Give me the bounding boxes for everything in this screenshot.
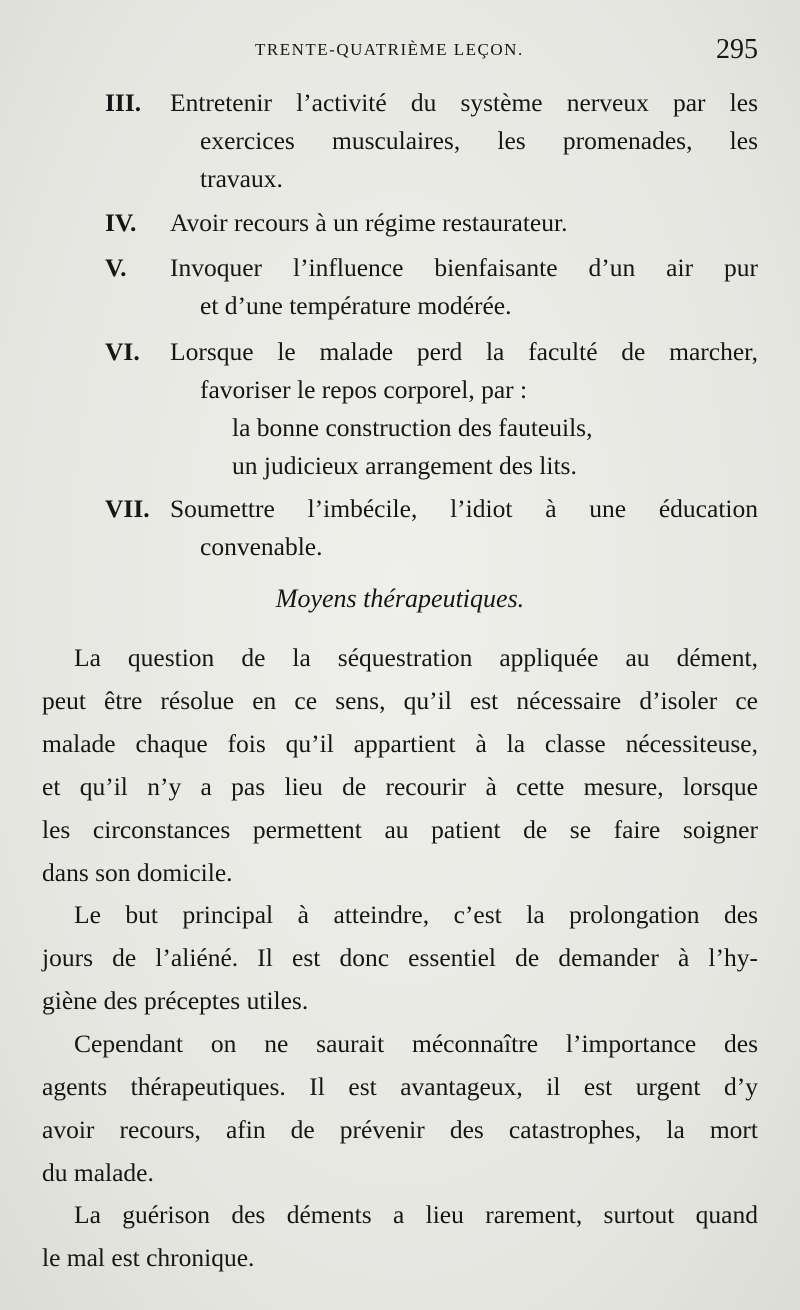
text-line: Cependant on ne saurait méconnaître l’importance des xyxy=(74,1029,758,1058)
page-header xyxy=(0,34,800,74)
item-number: VII. xyxy=(105,494,150,523)
paragraph-3 xyxy=(42,1022,758,1194)
paragraph-4 xyxy=(42,1193,758,1279)
text-line: dans son domicile. xyxy=(42,858,233,887)
item-line: favoriser le repos corporel, par : xyxy=(200,375,528,404)
text-line: avoir recours, afin de prévenir des catastrophes, la mort xyxy=(42,1115,758,1144)
section-title: Moyens thérapeutiques. xyxy=(275,584,525,613)
item-line: travaux. xyxy=(200,164,283,193)
item-line: Avoir recours à un régime restaurateur. xyxy=(170,208,568,237)
item-line: Invoquer l’influence bienfaisante d’un air pur xyxy=(170,253,758,282)
item-line: Soumettre l’imbécile, l’idiot à une éducation xyxy=(170,494,758,523)
text-line: Le but principal à atteindre, c’est la prolongation des xyxy=(74,900,758,929)
item-line: Lorsque le malade perd la faculté de marcher, xyxy=(170,337,758,366)
page-number: 295 xyxy=(716,34,758,65)
text-line: La question de la séquestration appliquée au dément, xyxy=(74,643,758,672)
text-line: jours de l’aliéné. Il est donc essentiel de demander à l’hy- xyxy=(42,943,758,972)
text-line: peut être résolue en ce sens, qu’il est nécessaire d’isoler ce xyxy=(42,686,758,715)
item-line: exercices musculaires, les promenades, les xyxy=(200,126,758,155)
item-line: la bonne construction des fauteuils, xyxy=(232,413,593,442)
item-line: et d’une température modérée. xyxy=(200,291,512,320)
text-line: et qu’il n’y a pas lieu de recourir à cette mesure, lorsque xyxy=(42,772,758,801)
item-line: Entretenir l’activité du système nerveux par les xyxy=(170,88,758,117)
text-line: malade chaque fois qu’il appartient à la classe nécessiteuse, xyxy=(42,729,758,758)
paragraph-2 xyxy=(42,893,758,1022)
item-number: V. xyxy=(105,253,127,282)
text-line: le mal est chronique. xyxy=(42,1243,255,1272)
text-line: agents thérapeutiques. Il est avantageux, il est urgent d’y xyxy=(42,1072,758,1101)
item-line: convenable. xyxy=(200,532,323,561)
running-title: TRENTE-QUATRIÈME LEÇON. xyxy=(255,40,524,59)
text-line: du malade. xyxy=(42,1158,154,1187)
item-line: un judicieux arrangement des lits. xyxy=(232,451,577,480)
item-number: VI. xyxy=(105,337,140,366)
paragraph-1 xyxy=(42,636,758,894)
text-line: La guérison des déments a lieu rarement, surtout quand xyxy=(74,1200,758,1229)
text-line: les circonstances permettent au patient de se faire soigner xyxy=(42,815,758,844)
item-number: IV. xyxy=(105,208,137,237)
item-number: III. xyxy=(105,88,142,117)
text-line: giène des préceptes utiles. xyxy=(42,986,309,1015)
